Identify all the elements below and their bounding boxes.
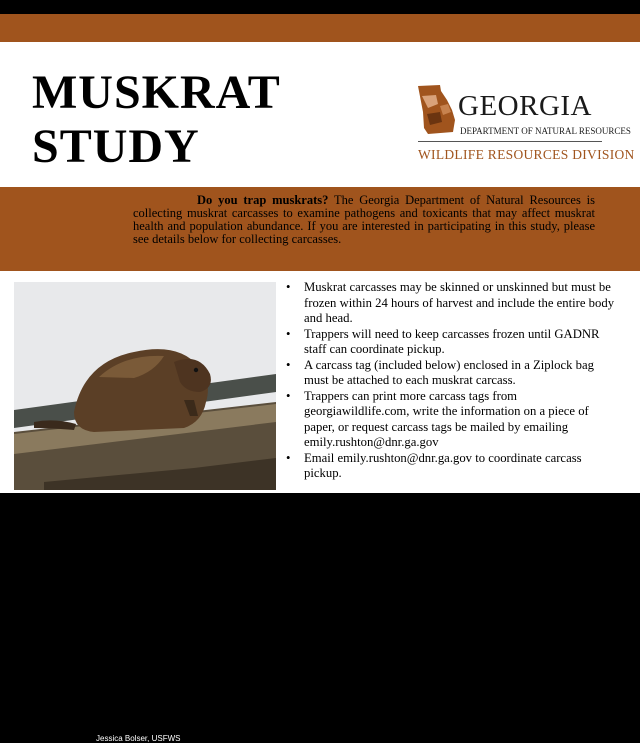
gadnr-logo (414, 82, 635, 172)
title-line-1: MUSKRAT (32, 66, 281, 119)
list-item (286, 327, 616, 358)
list-item-text: Trappers will need to keep carcasses frozen until GADNR staff can coordinate pickup. (304, 326, 600, 356)
list-item-text: A carcass tag (included below) enclosed in a Ziplock bag must be attached to each muskrat carcass. (304, 357, 594, 387)
logo-department: DEPARTMENT OF NATURAL RESOURCES (460, 126, 631, 136)
list-item-text: Email emily.rushton@dnr.ga.gov to coordinate carcass pickup. (304, 450, 582, 480)
list-item (286, 280, 616, 327)
list-item-text: Trappers can print more carcass tags from georgiawildlife.com, write the information on a piece of paper, or request carcass tags be mailed by emailing emily.rushton@dnr.ga.gov (304, 388, 589, 449)
list-item (286, 389, 616, 451)
muskrat-photo (14, 282, 276, 743)
bullet-icon: • (286, 280, 291, 294)
bullet-icon: • (286, 388, 291, 403)
page-title (32, 66, 281, 174)
list-item-text: Muskrat carcasses may be skinned or unskinned but must be frozen within 24 hours of harvest and include the entire body and head. (304, 280, 615, 325)
photo-credit: Jessica Bolser, USFWS (96, 734, 181, 743)
logo-divider (418, 141, 602, 142)
details-list (286, 280, 616, 482)
intro-paragraph (133, 194, 595, 246)
top-brown-bar (0, 14, 640, 42)
intro-text: The Georgia Department of Natural Resources is collecting muskrat carcasses to examine pathogens and toxicants that may affect muskrat health and population abundance. If you are interested in participating in this study, please see details below for collecting carcasses. (133, 193, 595, 246)
bullet-icon: • (286, 357, 291, 372)
georgia-state-map-icon (414, 82, 458, 140)
intro-lead: Do you trap muskrats? (197, 193, 329, 207)
flyer-page (0, 14, 640, 743)
title-line-2: STUDY (32, 120, 200, 173)
bullet-icon: • (286, 326, 291, 341)
muskrat-image (14, 282, 276, 490)
logo-division: WILDLIFE RESOURCES DIVISION (418, 147, 635, 162)
list-item (286, 451, 616, 482)
bullet-icon: • (286, 450, 291, 465)
logo-georgia: GEORGIA (458, 90, 592, 122)
list-item (286, 358, 616, 389)
